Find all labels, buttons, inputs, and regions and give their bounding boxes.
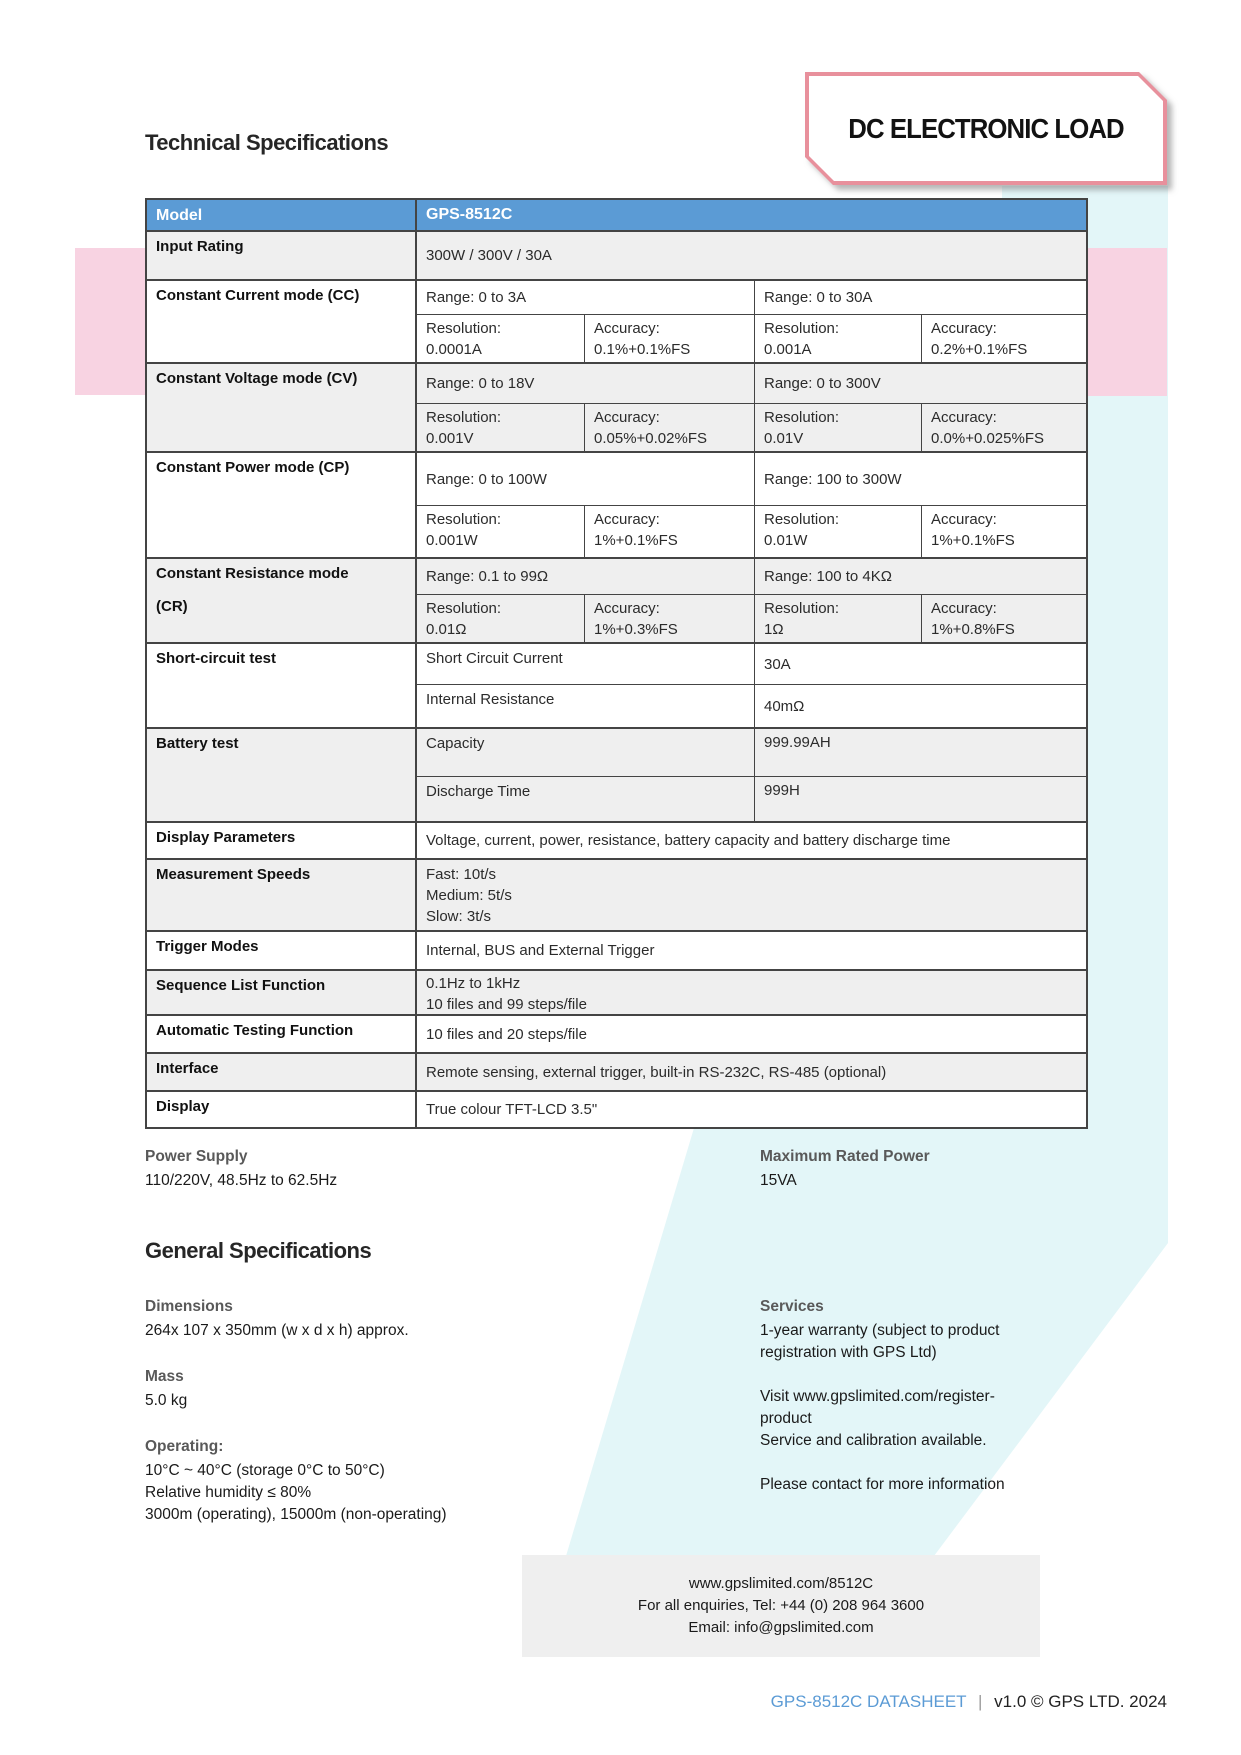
value: 0.01W [764, 532, 808, 549]
short-circuit-current-key: Short Circuit Current [417, 644, 755, 684]
contact-box [522, 1555, 1040, 1657]
value: 1%+0.3%FS [594, 621, 678, 638]
display-value: True colour TFT-LCD 3.5" [426, 1101, 598, 1118]
input-rating-label: Input Rating [147, 232, 417, 279]
operating-humidity: Relative humidity ≤ 80% [145, 1484, 312, 1501]
cr-range-low: Range: 0.1 to 99Ω [417, 559, 755, 594]
discharge-time-value: 999H [764, 782, 800, 799]
cr-accuracy-low [585, 595, 755, 642]
general-specs-left-column [145, 1298, 615, 1552]
trigger-value: Internal, BUS and External Trigger [426, 942, 655, 959]
model-header-label: Model [147, 200, 417, 230]
dimensions-heading: Dimensions [145, 1298, 233, 1315]
model-header-value: GPS-8512C [426, 206, 513, 223]
operating-altitude: 3000m (operating), 15000m (non-operating) [145, 1506, 447, 1523]
value: 1%+0.1%FS [931, 532, 1015, 549]
value: 0.0%+0.025%FS [931, 430, 1044, 447]
cv-range-low: Range: 0 to 18V [417, 364, 755, 403]
mass-value: 5.0 kg [145, 1392, 188, 1409]
contact-email: Email: info@gpslimited.com [688, 1619, 874, 1636]
cr-label-line1: Constant Resistance mode [156, 565, 349, 582]
short-circuit-current-value: 30A [764, 655, 791, 673]
table-row-battery [147, 727, 1086, 821]
measurement-fast: Fast: 10t/s [426, 866, 497, 883]
interface-value: Remote sensing, external trigger, built-in RS-232C, RS-485 (optional) [426, 1063, 887, 1081]
key: Resolution: [426, 409, 502, 426]
dc-electronic-load-badge [805, 72, 1167, 185]
cc-label: Constant Current mode (CC) [147, 281, 417, 362]
table-row-model [147, 200, 1086, 230]
measurement-values [417, 860, 1086, 931]
key: Resolution: [426, 600, 502, 617]
cp-accuracy-low [585, 506, 755, 557]
value: 0.01V [764, 430, 804, 447]
table-row-auto-test [147, 1014, 1086, 1052]
contact-phone: For all enquiries, Tel: +44 (0) 208 964 3600 [637, 1597, 925, 1614]
value: 0.001W [426, 532, 478, 549]
table-row-display [147, 1090, 1086, 1127]
key: Resolution: [764, 511, 840, 528]
display-params-label: Display Parameters [147, 823, 417, 858]
footer-version-copyright: v1.0 © GPS LTD. 2024 [994, 1692, 1167, 1711]
key: Accuracy: [931, 409, 997, 426]
sequence-values [417, 971, 1086, 1019]
auto-test-value: 10 files and 20 steps/file [426, 1025, 587, 1043]
value: 1%+0.1%FS [594, 532, 678, 549]
operating-block [145, 1438, 615, 1526]
cr-label [147, 559, 417, 642]
cp-resolution-high [755, 506, 922, 557]
key: Resolution: [426, 320, 502, 337]
footer-separator: | [977, 1692, 983, 1711]
services-heading: Services [760, 1298, 824, 1315]
measurement-slow: Slow: 3t/s [426, 908, 492, 925]
table-row-measurement [147, 858, 1086, 930]
short-circuit-label: Short-circuit test [147, 644, 417, 727]
cv-range-high: Range: 0 to 300V [764, 375, 881, 392]
cp-accuracy-high [922, 506, 1086, 557]
value: 0.1%+0.1%FS [594, 341, 691, 358]
key: Accuracy: [931, 320, 997, 337]
table-row-display-params [147, 821, 1086, 858]
power-supply-heading: Power Supply [145, 1148, 248, 1165]
key: Accuracy: [594, 600, 660, 617]
cv-resolution-low [417, 404, 585, 451]
key: Accuracy: [594, 511, 660, 528]
cv-accuracy-low [585, 404, 755, 451]
services-register-url: Visit www.gpslimited.com/register-product [760, 1388, 995, 1427]
table-row-interface [147, 1052, 1086, 1090]
cc-accuracy-low [585, 315, 755, 362]
key: Accuracy: [931, 600, 997, 617]
page-footer [771, 1692, 1167, 1712]
cr-resolution-high [755, 595, 922, 642]
table-row-input-rating [147, 230, 1086, 279]
input-rating-value: 300W / 300V / 30A [426, 247, 552, 264]
sequence-label: Sequence List Function [147, 971, 417, 1014]
operating-heading: Operating: [145, 1438, 224, 1455]
power-supply-block [145, 1148, 565, 1192]
key: Resolution: [764, 320, 840, 337]
table-row-sequence [147, 969, 1086, 1014]
table-row-cc [147, 279, 1086, 362]
value: 1%+0.8%FS [931, 621, 1015, 638]
auto-test-label: Automatic Testing Function [147, 1016, 417, 1052]
key: Accuracy: [594, 320, 660, 337]
table-row-short-circuit [147, 642, 1086, 727]
display-label: Display [147, 1092, 417, 1127]
sequence-files: 10 files and 99 steps/file [426, 996, 587, 1013]
services-contact: Please contact for more information [760, 1476, 1005, 1493]
pink-band-left [75, 248, 153, 395]
mass-heading: Mass [145, 1368, 184, 1385]
cc-range-low: Range: 0 to 3A [417, 281, 755, 314]
display-params-value: Voltage, current, power, resistance, battery capacity and battery discharge time [426, 832, 951, 849]
cp-range-high: Range: 100 to 300W [764, 470, 902, 488]
operating-temperature: 10°C ~ 40°C (storage 0°C to 50°C) [145, 1462, 385, 1479]
key: Resolution: [764, 600, 840, 617]
cv-resolution-high [755, 404, 922, 451]
cp-resolution-low [417, 506, 585, 557]
general-specs-title: General Specifications [145, 1238, 372, 1263]
cr-label-line2: (CR) [156, 598, 188, 615]
max-rated-power-value: 15VA [760, 1172, 797, 1189]
measurement-label: Measurement Speeds [147, 860, 417, 930]
table-row-cv [147, 362, 1086, 451]
measurement-medium: Medium: 5t/s [426, 887, 512, 904]
cc-resolution-low [417, 315, 585, 362]
cp-label: Constant Power mode (CP) [147, 453, 417, 557]
sequence-frequency: 0.1Hz to 1kHz [426, 975, 521, 992]
table-row-trigger [147, 930, 1086, 969]
cc-accuracy-high [922, 315, 1086, 362]
capacity-value: 999.99AH [764, 734, 831, 751]
power-supply-value: 110/220V, 48.5Hz to 62.5Hz [145, 1172, 338, 1189]
internal-resistance-value: 40mΩ [764, 697, 805, 715]
dimensions-block [145, 1298, 615, 1342]
cc-resolution-high [755, 315, 922, 362]
battery-label: Battery test [147, 729, 417, 821]
discharge-time-key: Discharge Time [417, 777, 755, 821]
spec-table [145, 198, 1088, 1129]
contact-website: www.gpslimited.com/8512C [688, 1575, 874, 1592]
value: 0.001V [426, 430, 474, 447]
value: 0.2%+0.1%FS [931, 341, 1028, 358]
value: 0.01Ω [426, 621, 467, 638]
value: 0.0001A [426, 341, 482, 358]
key: Accuracy: [594, 409, 660, 426]
badge-label: DC ELECTRONIC LOAD [848, 112, 1124, 144]
trigger-label: Trigger Modes [147, 932, 417, 969]
services-block [760, 1298, 1032, 1496]
cr-resolution-low [417, 595, 585, 642]
key: Resolution: [764, 409, 840, 426]
value: 0.05%+0.02%FS [594, 430, 707, 447]
dimensions-value: 264x 107 x 350mm (w x d x h) approx. [145, 1322, 409, 1339]
mass-block [145, 1368, 615, 1412]
cr-accuracy-high [922, 595, 1086, 642]
interface-label: Interface [147, 1054, 417, 1090]
page-title: Technical Specifications [145, 130, 389, 155]
value: 0.001A [764, 341, 812, 358]
services-calibration: Service and calibration available. [760, 1432, 987, 1449]
table-row-cp [147, 451, 1086, 557]
key: Resolution: [426, 511, 502, 528]
services-warranty: 1-year warranty (subject to product registration with GPS Ltd) [760, 1322, 1000, 1361]
table-row-cr [147, 557, 1086, 642]
key: Accuracy: [931, 511, 997, 528]
max-rated-power-block [760, 1148, 1060, 1192]
pink-band-right [1088, 248, 1167, 396]
value: 1Ω [764, 621, 784, 638]
cr-range-high: Range: 100 to 4KΩ [764, 568, 892, 585]
capacity-key: Capacity [417, 729, 755, 776]
cv-accuracy-high [922, 404, 1086, 451]
cv-label: Constant Voltage mode (CV) [147, 364, 417, 451]
footer-datasheet-name: GPS-8512C DATASHEET [770, 1692, 967, 1711]
internal-resistance-key: Internal Resistance [417, 685, 755, 727]
cp-range-low: Range: 0 to 100W [417, 453, 755, 505]
cc-range-high: Range: 0 to 30A [764, 289, 873, 306]
max-rated-power-heading: Maximum Rated Power [760, 1148, 930, 1165]
